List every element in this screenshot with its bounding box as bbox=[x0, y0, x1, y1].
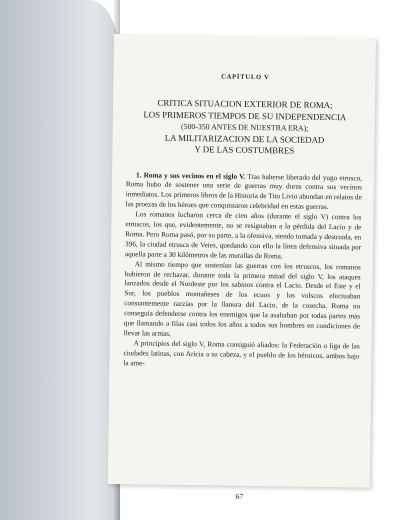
chapter-title bbox=[126, 97, 363, 158]
section-heading: 1. Roma y sus vecinos en el siglo V. bbox=[135, 170, 246, 181]
title-line: Y DE LAS COSTUMBRES bbox=[194, 144, 295, 156]
paragraph: Los romanos lucharon cerca de cien años (durante el siglo V) contra los etruscos, los que, evidentemente, no se resignaban a la pérdida del Lacio y de Roma. Pero Roma pasó, por su parte, a la ofensiva, siendo tomada y destruida, en 396, la ciudad etrusca de Veies, quedando con ello la línea defensiva situada por aquella parte a 30 kilómetros de las murallas de Roma. bbox=[124, 210, 362, 261]
title-line: CRITICA SITUACION EXTERIOR DE ROMA; bbox=[157, 97, 333, 111]
paragraph: Al mismo tiempo que sostenían las guerras con los etruscos, los romanos hubieron de rechazar, durante toda la primera mitad del siglo V, los ataques lanzados desde el Nordeste por los sabinos contra el Lacio. Desde el Este y el Sur, los pueblos montañeses de los ecuos y los volscos efectuaban constantemente razzias por la llanura del Lacio, de la cosecha. Roma no conseguía defenderse contra los enemigos que la asaltaban por todas partes más que llamando a filas casi todos los años a todos sus hombres en condiciones de llevar las armas. bbox=[123, 259, 361, 338]
title-line: (500-350 ANTES DE NUESTRA ERA); bbox=[180, 121, 309, 133]
title-line: LOS PRIMEROS TIEMPOS DE SU INDEPENDENCIA bbox=[143, 108, 347, 122]
left-page-edge bbox=[0, 0, 120, 520]
paragraph: A principios del siglo V, Roma consiguió aliados: la Federación o liga de las ciudades latinas, con Aricia a su cabeza, y el pueblo de los hérnicos, ambos bajo la ame- bbox=[123, 339, 360, 368]
book-page bbox=[108, 34, 376, 501]
page-number: 67 bbox=[235, 491, 244, 501]
page-content bbox=[123, 72, 363, 501]
paragraph bbox=[126, 171, 363, 214]
title-line: LA MILITARIZACION DE LA SOCIEDAD bbox=[164, 132, 325, 145]
body-text bbox=[123, 171, 362, 372]
paragraph-text: Tras haberse liberado del yugo etrusco, Roma hubo de sostener una serie de guerras muy duras contra sus vecinos inmediatos. Los primeros libros de la Historia de Tito Livio abundan en relatos de las proezas de los héroes que conquistaron celebridad en estas guerras. bbox=[125, 172, 363, 212]
chapter-label: CAPÍTULO V bbox=[221, 73, 270, 82]
